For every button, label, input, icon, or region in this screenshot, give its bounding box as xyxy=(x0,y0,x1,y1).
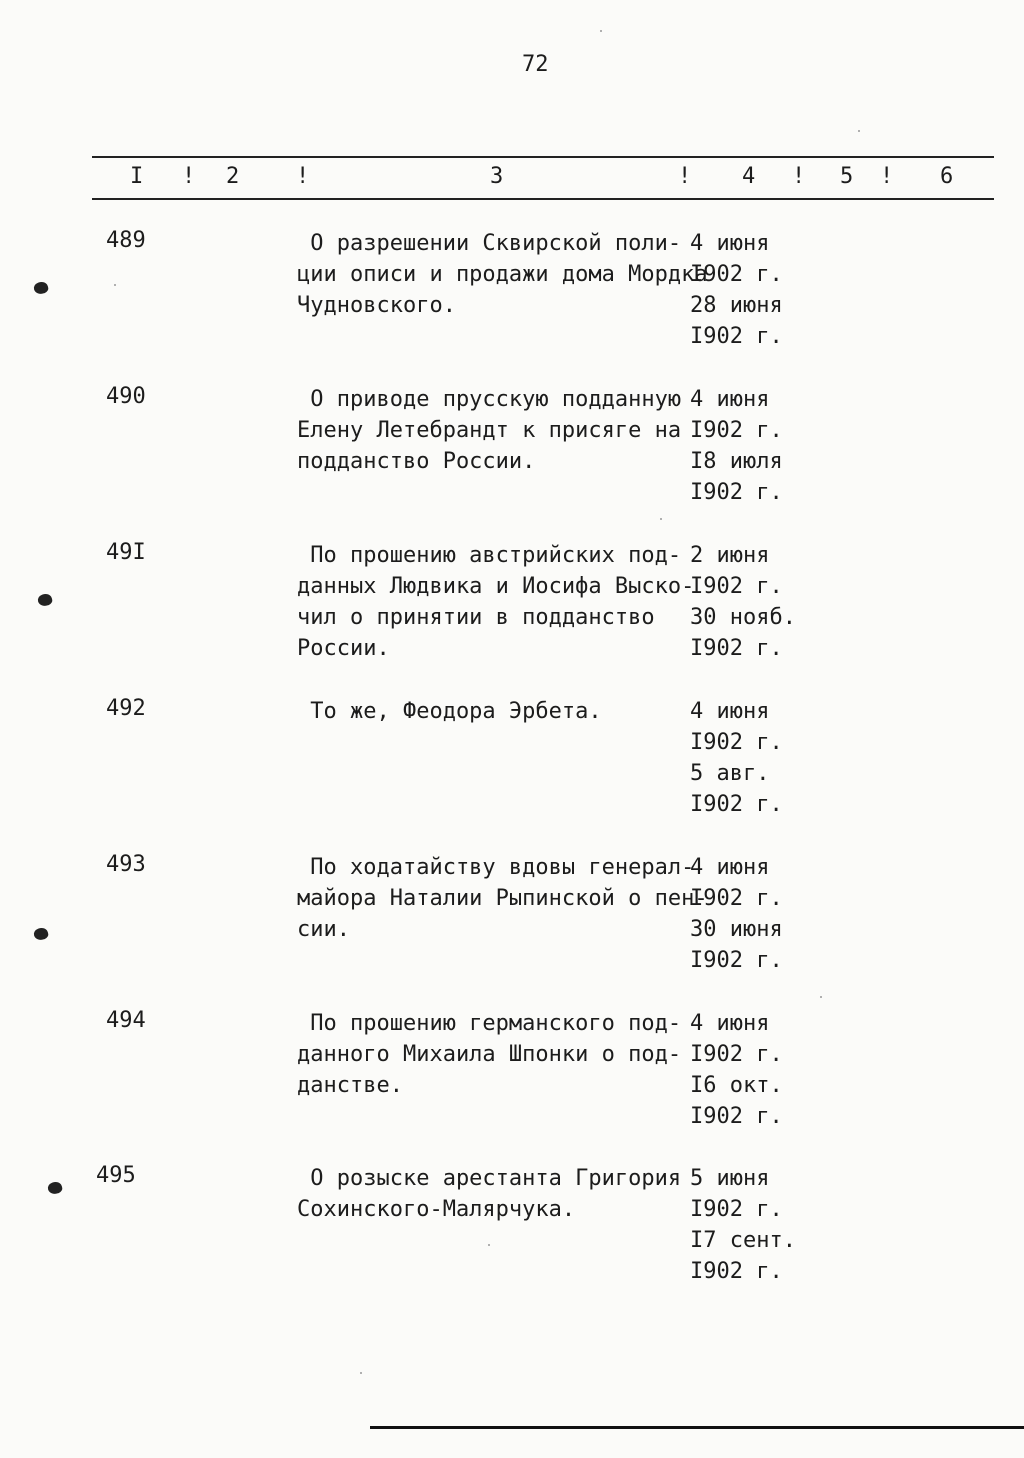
description-line: О разрешении Сквирской поли- xyxy=(297,231,682,256)
date-line: I902 г. xyxy=(690,1197,783,1222)
description-line: По прошению германского под- xyxy=(297,1011,682,1036)
header-col-3: 3 xyxy=(490,164,504,189)
header-col-1: I xyxy=(130,164,144,189)
description-line: О розыске арестанта Григория xyxy=(297,1166,682,1191)
description-line: данных Людвика и Иосифа Выско- xyxy=(297,574,695,599)
date-line: 4 июня xyxy=(690,1011,770,1036)
date-line: 4 июня xyxy=(690,387,770,412)
description-line: чил о принятии в подданство xyxy=(297,605,655,630)
description-line: данного Михаила Шпонки о под- xyxy=(297,1042,682,1067)
entry-number: 495 xyxy=(96,1163,136,1188)
header-col-2: 2 xyxy=(226,164,240,189)
date-line: I902 г. xyxy=(690,948,783,973)
entry-description xyxy=(297,384,697,477)
description-line: По ходатайству вдовы генерал- xyxy=(297,855,695,880)
scan-speck xyxy=(820,996,822,998)
header-sep-4: ! xyxy=(792,164,806,189)
header-sep-2: ! xyxy=(296,164,310,189)
entry-number: 493 xyxy=(106,852,146,877)
date-line: I7 сент. xyxy=(690,1228,796,1253)
description-line: России. xyxy=(297,636,390,661)
entry-description xyxy=(297,228,708,321)
entry-dates xyxy=(690,384,820,508)
description-line: О приводе прусскую подданную xyxy=(297,387,682,412)
binding-hole-mark xyxy=(32,926,49,942)
date-line: 28 июня xyxy=(690,293,783,318)
date-line: I902 г. xyxy=(690,730,783,755)
date-line: 5 авг. xyxy=(690,761,770,786)
description-line: сии. xyxy=(297,917,350,942)
date-line: I902 г. xyxy=(690,324,783,349)
scan-speck xyxy=(114,284,116,286)
date-line: 30 июня xyxy=(690,917,783,942)
scan-speck xyxy=(360,1372,362,1374)
scan-speck xyxy=(660,518,662,520)
table-bottom-rule xyxy=(370,1426,1024,1429)
entry-description xyxy=(297,696,697,727)
date-line: I6 окт. xyxy=(690,1073,783,1098)
entry-number: 49I xyxy=(106,540,146,565)
table-top-rule xyxy=(92,156,994,158)
header-sep-3: ! xyxy=(678,164,692,189)
date-line: I902 г. xyxy=(690,418,783,443)
entry-description xyxy=(297,1163,697,1225)
scan-speck xyxy=(488,1244,490,1246)
date-line: I902 г. xyxy=(690,262,783,287)
date-line: 4 июня xyxy=(690,855,770,880)
table-header-rule xyxy=(92,198,994,200)
date-line: I902 г. xyxy=(690,886,783,911)
entry-number: 489 xyxy=(106,228,146,253)
entry-dates xyxy=(690,1008,820,1132)
entry-number: 494 xyxy=(106,1008,146,1033)
description-line: подданство России. xyxy=(297,449,536,474)
binding-hole-mark xyxy=(36,592,53,608)
description-line: данстве. xyxy=(297,1073,403,1098)
date-line: 4 июня xyxy=(690,231,770,256)
entry-description xyxy=(297,540,697,664)
description-line: ции описи и продажи дома Мордка xyxy=(297,262,708,287)
description-line: То же, Феодора Эрбета. xyxy=(297,699,602,724)
date-line: I902 г. xyxy=(690,574,783,599)
scan-speck xyxy=(858,130,860,132)
date-line: I902 г. xyxy=(690,792,783,817)
entry-number: 492 xyxy=(106,696,146,721)
description-line: Чудновского. xyxy=(297,293,456,318)
date-line: I902 г. xyxy=(690,1042,783,1067)
entry-description xyxy=(297,1008,697,1101)
description-line: майора Наталии Рыпинской о пен- xyxy=(297,886,708,911)
date-line: 4 июня xyxy=(690,699,770,724)
page-number: 72 xyxy=(522,52,549,77)
header-col-4: 4 xyxy=(742,164,756,189)
binding-hole-mark xyxy=(46,1180,63,1196)
entry-dates xyxy=(690,852,820,976)
date-line: I8 июля xyxy=(690,449,783,474)
header-sep-1: ! xyxy=(182,164,196,189)
date-line: I902 г. xyxy=(690,1104,783,1129)
entry-dates xyxy=(690,540,820,664)
entry-description xyxy=(297,852,708,945)
date-line: I902 г. xyxy=(690,636,783,661)
entry-dates xyxy=(690,696,820,820)
scan-speck xyxy=(600,30,602,32)
binding-hole-mark xyxy=(32,280,49,296)
date-line: 5 июня xyxy=(690,1166,770,1191)
header-col-5: 5 xyxy=(840,164,854,189)
date-line: 2 июня xyxy=(690,543,770,568)
date-line: I902 г. xyxy=(690,1259,783,1284)
date-line: 30 нояб. xyxy=(690,605,796,630)
description-line: По прошению австрийских под- xyxy=(297,543,682,568)
header-sep-5: ! xyxy=(880,164,894,189)
date-line: I902 г. xyxy=(690,480,783,505)
header-col-6: 6 xyxy=(940,164,954,189)
entry-dates xyxy=(690,1163,820,1287)
description-line: Сохинского-Малярчука. xyxy=(297,1197,576,1222)
entry-number: 490 xyxy=(106,384,146,409)
description-line: Елену Летебрандт к присяге на xyxy=(297,418,682,443)
entry-dates xyxy=(690,228,820,352)
